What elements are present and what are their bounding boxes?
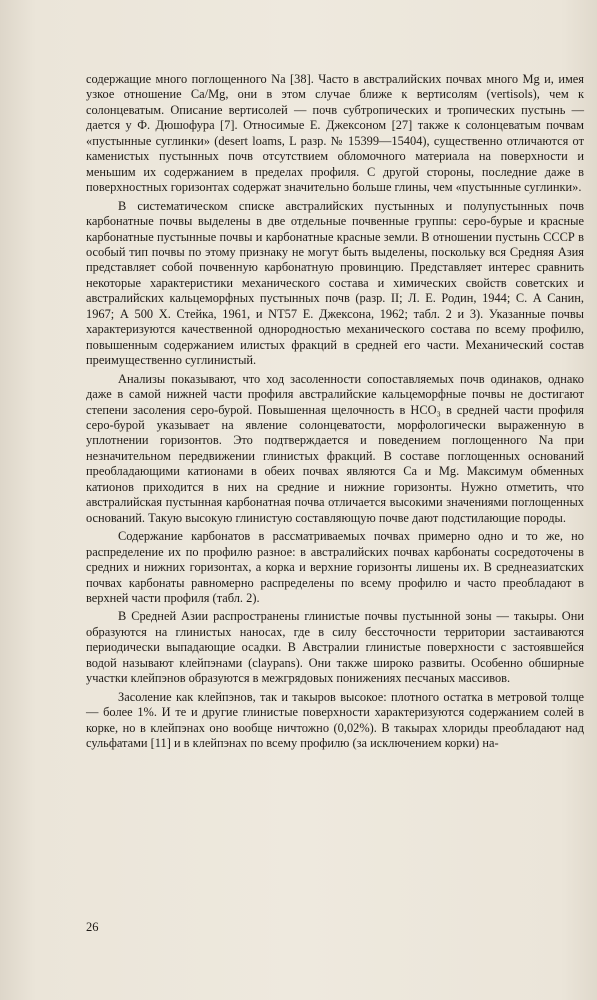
body-text — [86, 72, 584, 754]
paragraph: Содержание карбонатов в рассматриваемых почвах примерно одно и то же, но распределение их по профилю разное: в австралийских почвах карбонаты сосредоточены в средних и нижних горизонтах, а корка и верхние горизонты лишены их. В среднеазиатских почвах карбонаты равномерно распределены по всему профилю и часто преобладают в верхней части профиля (табл. 2). — [86, 529, 584, 605]
paragraph: содержащие много поглощенного Na [38]. Часто в австралийских почвах много Mg и, имея узкое отношение Ca/Mg, они в этом случае ближе к вертисолям (vertisols), чем к солонцеватым. Описание вертисолей — почв субтропических и тропических пустынь — дается у Ф. Дюшофура [7]. Относимые Е. Джексоном [27] также к солонцеватым почвам «пустынные суглинки» (desert loams, L разр. № 15399—15404), существенно отличаются от каменистых пустынных почв отсутствием обломочного материала на поверхности и меньшим их содержанием в пределах профиля. С другой стороны, последние даже в поверхностных горизонтах содержат значительно больше глины, чем «пустынные суглинки». — [86, 72, 584, 195]
page-number: 26 — [86, 920, 99, 934]
paragraph: В систематическом списке австралийских пустынных и полупустынных почв карбонатные почвы выделены в две отдельные почвенные группы: серо-бурые и красные карбонатные пустынные почвы и карбонатные красные земли. В отношении пустынь СССР в особый тип почвы по этому признаку не могут быть выделены, поскольку вся Средняя Азия представляет собой почвенную карбонатную провинцию. Представляет интерес сравнить некоторые характеристики механического состава и химических свойств советских и австралийских кальцеморфных пустынных почв (разр. II; Л. Е. Родин, 1944; С. А Санин, 1967; А 500 Х. Стейка, 1961, и NT57 Е. Джексона, 1962; табл. 2 и 3). Указанные почвы характеризуются качественной однородностью механического состава по всему профилю, повышенным содержанием илистых фракций в средней его части. Механический состав преимущественно суглинистый. — [86, 198, 584, 368]
paragraph: Анализы показывают, что ход засоленности сопоставляемых почв одинаков, однако даже в самой нижней части профиля австралийские кальцеморфные почвы не достигают степени засоления серо-бурой. Повышенная щелочность в HCO₃ в средней части профиля серо-бурой указывает на явление солонцеватости, морфологически выраженную в уплотнении горизонтов. Это подтверждается и поведением поглощенного Na при незначительном передвижении глинистых фракций. В составе поглощенных оснований преобладающими катионами в обеих почвах являются Ca и Mg. Максимум обменных катионов приходится в них на средние и нижние горизонты. Нужно отметить, что австралийская пустынная карбонатная почва отличается высокими значениями поглощенных оснований. Такую высокую глинистую составляющую почве дают подстилающие породы. — [86, 371, 584, 525]
paragraph: В Средней Азии распространены глинистые почвы пустынной зоны — такыры. Они образуются на глинистых наносах, где в силу бессточности территории застаиваются периодически выпадающие осадки. В Австралии глинистые поверхности с застоявшейся водой называют клейпэнами (claypans). Они также широко развиты. Особенно обширные участки клейпэнов образуются в межгрядовых понижениях песчаных массивов. — [86, 609, 584, 686]
paragraph: Засоление как клейпэнов, так и такыров высокое: плотного остатка в метровой толще — более 1%. И те и другие глинистые поверхности характеризуются содержанием солей в корке, но в клейпэнах оно вообще ничтожно (0,02%). В такырах хлориды преобладают над сульфатами [11] и в клейпэнах по всему профилю (за исключением корки) на- — [86, 689, 584, 751]
